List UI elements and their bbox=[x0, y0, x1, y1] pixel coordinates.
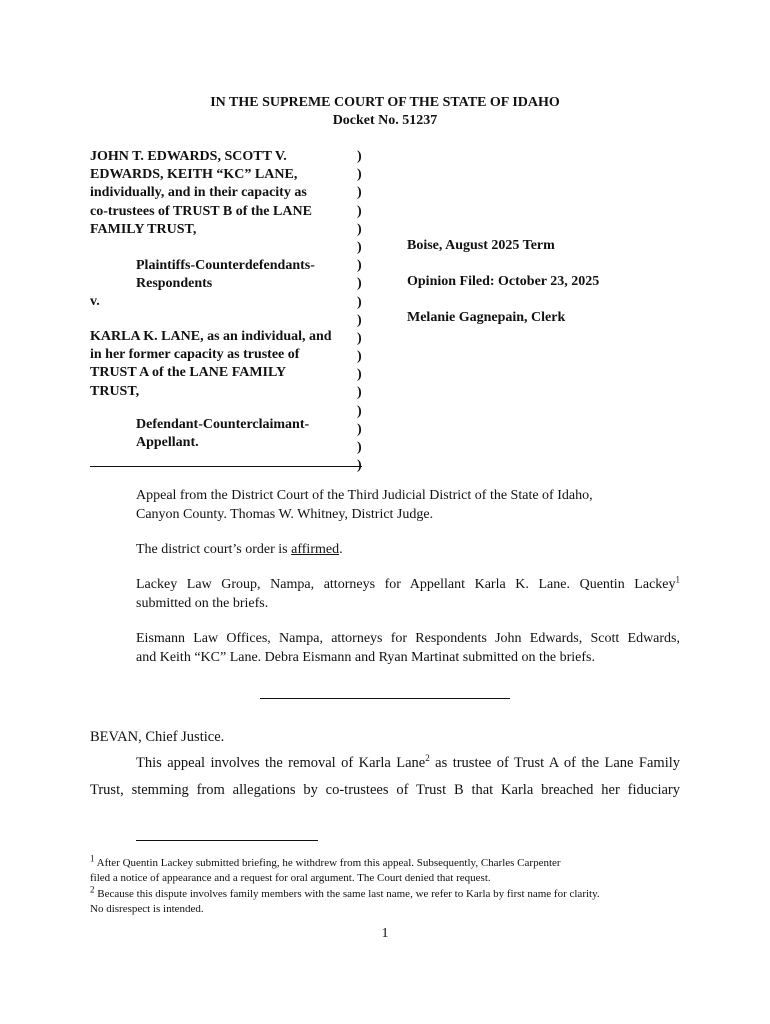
caption-plaintiffs-line: FAMILY TRUST, bbox=[90, 221, 197, 237]
footnote-ref-1: 1 bbox=[675, 574, 680, 585]
appellant-counsel-line: submitted on the briefs. bbox=[136, 596, 269, 611]
footnote-1 bbox=[90, 853, 682, 886]
footnote-text: Because this dispute involves family members with the same last name, we refer to Karla by first name for clarity. bbox=[94, 888, 600, 900]
page-number: 1 bbox=[381, 926, 389, 941]
footnote-2 bbox=[90, 884, 690, 917]
respondent-counsel bbox=[136, 629, 680, 667]
caption-defendant-role bbox=[136, 416, 309, 452]
caption-bracket: ) bbox=[357, 367, 362, 383]
caption-bracket: ) bbox=[357, 385, 362, 401]
appeal-origin bbox=[136, 486, 593, 524]
caption-bracket: ) bbox=[357, 458, 362, 474]
caption-plaintiffs-line: JOHN T. EDWARDS, SCOTT V. bbox=[90, 149, 287, 164]
term: Boise, August 2025 Term bbox=[407, 238, 555, 253]
caption-bracket: ) bbox=[357, 149, 362, 164]
caption-role-line: Defendant-Counterclaimant- bbox=[136, 417, 310, 432]
caption-plaintiffs-line: individually, and in their capacity as bbox=[90, 185, 307, 201]
opinion-text: This appeal involves the removal of Karla Lane bbox=[136, 755, 426, 771]
caption-plaintiffs bbox=[90, 148, 312, 239]
caption-bracket: ) bbox=[357, 440, 362, 455]
footnote-marker: 1 bbox=[90, 853, 95, 864]
section-divider bbox=[260, 698, 510, 699]
opinion-author: BEVAN, Chief Justice. bbox=[90, 729, 225, 745]
caption-defendant-line: TRUST, bbox=[90, 383, 140, 399]
caption-role-line: Respondents bbox=[136, 276, 213, 292]
disposition-prefix: The district court’s order is bbox=[136, 542, 292, 557]
appeal-origin-line: Appeal from the District Court of the Third Judicial District of the State of Idaho, bbox=[136, 488, 593, 503]
appeal-origin-line: Canyon County. Thomas W. Whitney, District Judge. bbox=[136, 507, 434, 522]
court-name: IN THE SUPREME COURT OF THE STATE OF IDAHO bbox=[210, 95, 560, 110]
footnote-marker: 2 bbox=[90, 884, 95, 895]
appellant-counsel-text: Lackey Law Group, Nampa, attorneys for Appellant Karla K. Lane. Quentin Lackey bbox=[136, 577, 676, 592]
caption-bracket: ) bbox=[357, 167, 362, 183]
caption-plaintiffs-role bbox=[136, 257, 315, 293]
caption-bracket: ) bbox=[357, 185, 362, 201]
caption-bracket: ) bbox=[357, 221, 362, 237]
footnote-text: filed a notice of appearance and a request for oral argument. The Court denied that request. bbox=[90, 872, 491, 884]
caption-bracket: ) bbox=[357, 239, 362, 255]
caption-bracket: ) bbox=[357, 421, 362, 437]
appellant-counsel-line bbox=[136, 575, 680, 594]
footnote-text: After Quentin Lackey submitted briefing, he withdrew from this appeal. Subsequently, Charles Carpenter bbox=[94, 857, 561, 869]
caption-role-line: Appellant. bbox=[136, 435, 199, 451]
caption-bracket: ) bbox=[357, 312, 362, 328]
disposition-word: affirmed bbox=[291, 542, 340, 557]
caption-defendant-line: TRUST A of the LANE FAMILY bbox=[90, 365, 287, 381]
caption-plaintiffs-line: co-trustees of TRUST B of the LANE bbox=[90, 203, 312, 219]
docket-number: Docket No. 51237 bbox=[332, 113, 438, 128]
caption-bracket: ) bbox=[357, 330, 362, 346]
caption-role-line: Plaintiffs-Counterdefendants- bbox=[136, 258, 315, 273]
caption-bracket-column bbox=[357, 148, 362, 475]
caption-defendant-line: in her former capacity as trustee of bbox=[90, 347, 300, 363]
disposition-suffix: . bbox=[339, 542, 343, 557]
disposition bbox=[136, 540, 343, 559]
caption-bracket: ) bbox=[357, 276, 362, 292]
caption-underline bbox=[90, 466, 362, 467]
opinion-paragraph-line: Trust, stemming from allegations by co-trustees of Trust B that Karla breached her fiduciary bbox=[90, 782, 680, 798]
respondent-counsel-line: and Keith “KC” Lane. Debra Eismann and Ryan Martinat submitted on the briefs. bbox=[136, 650, 595, 665]
caption-plaintiffs-line: EDWARDS, KEITH “KC” LANE, bbox=[90, 167, 298, 183]
caption-bracket: ) bbox=[357, 258, 362, 274]
opinion-filed-date: Opinion Filed: October 23, 2025 bbox=[407, 274, 600, 289]
opinion-text: as trustee of Trust A of the Lane Family bbox=[429, 755, 680, 771]
caption-bracket: ) bbox=[357, 203, 362, 219]
caption-bracket: ) bbox=[357, 403, 362, 419]
respondent-counsel-line: Eismann Law Offices, Nampa, attorneys for Respondents John Edwards, Scott Edwards, bbox=[136, 631, 680, 646]
caption-bracket: ) bbox=[357, 294, 362, 310]
caption-bracket: ) bbox=[357, 349, 362, 365]
footnote-ref-2: 2 bbox=[425, 753, 430, 764]
appellant-counsel bbox=[136, 575, 680, 613]
caption-defendant-line: KARLA K. LANE, as an individual, and bbox=[90, 329, 332, 344]
footnote-text: No disrespect is intended. bbox=[90, 903, 204, 915]
clerk-name: Melanie Gagnepain, Clerk bbox=[407, 310, 566, 325]
caption-versus: v. bbox=[90, 294, 100, 309]
footnote-divider bbox=[136, 840, 318, 841]
opinion-paragraph-line bbox=[136, 750, 680, 776]
caption-defendant bbox=[90, 328, 332, 401]
